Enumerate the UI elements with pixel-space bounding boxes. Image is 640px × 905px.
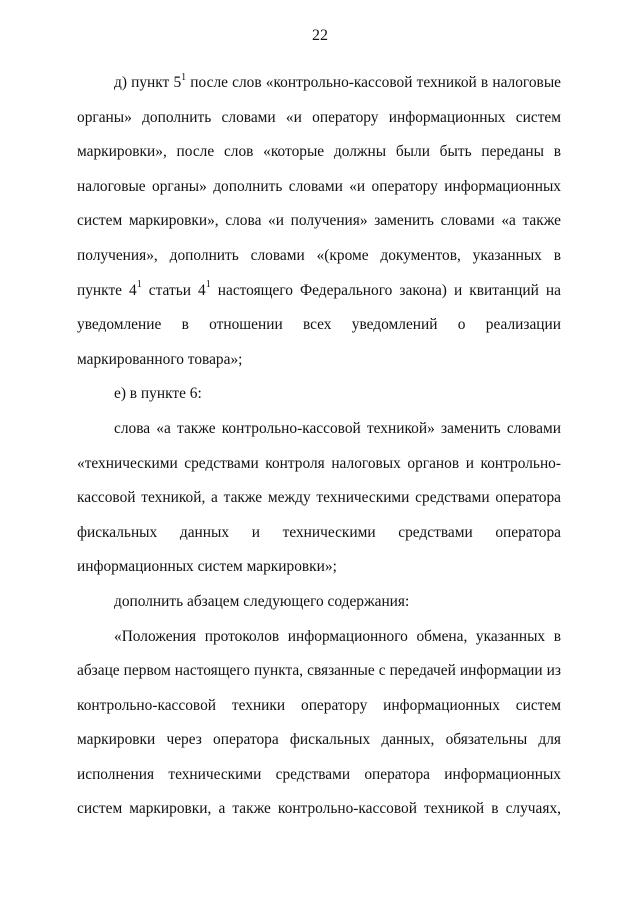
paragraph-quoted-provision: «Положения протоколов информационного обмена, указанных в абзаце первом настоящего пункта, связанные с передачей информации из контрольно-кассовой техники оператору информационных систем маркировки через оператора фискальных данных, обязательны для исполнения техническими средствами оператора информационных систем маркировки, а также контрольно-кассовой техникой в случаях, <box>77 627 561 818</box>
paragraph-text: настоящего Федерального закона) и квитанций на уведомление в отношении всех уведомлений о реализации маркированного товара»; <box>77 281 562 368</box>
paragraph-text: статьи 4 <box>141 281 206 299</box>
paragraph-add-clause: дополнить абзацем следующего содержания: <box>114 592 410 610</box>
superscript: 1 <box>181 71 187 83</box>
superscript: 1 <box>205 279 211 291</box>
paragraph-text: после слов «контрольно-кассовой техникой в налоговые органы» дополнить словами «и оператору информационных систем маркировки», после слов «которые должны были быть переданы в налоговые органы» дополнить словами «и оператору информационных систем маркировки», слова «и получения» заменить словами «а также получения», дополнить словами «(кроме документов, указанных в пункте 4 <box>77 74 561 299</box>
paragraph-replace-words: слова «а также контрольно-кассовой техникой» заменить словами «техническими средствами контроля налоговых органов и контрольно-кассовой техникой, а также между техническими средствами оператора фискальных данных и техническими средствами оператора информационных систем маркировки»; <box>77 419 561 576</box>
paragraph-item-d <box>77 66 561 377</box>
document-body <box>77 66 561 827</box>
paragraph-text: д) пункт 5 <box>114 74 182 91</box>
page-number: 22 <box>312 27 328 44</box>
paragraph-item-e: е) в пункте 6: <box>114 385 202 403</box>
superscript: 1 <box>136 279 142 291</box>
